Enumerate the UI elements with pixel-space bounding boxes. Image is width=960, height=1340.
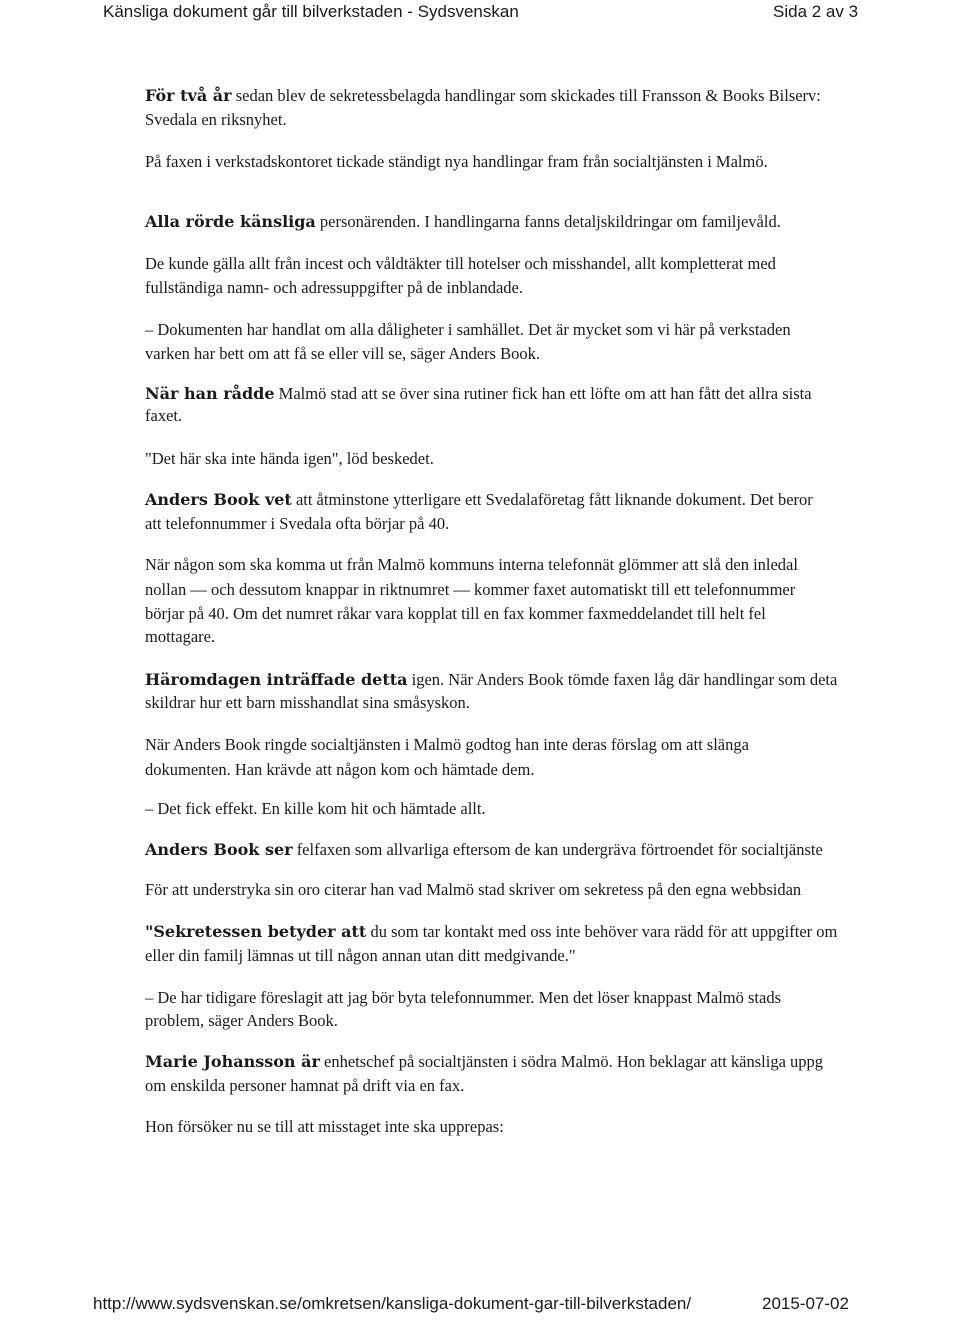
lead-in: När han rådde bbox=[145, 384, 275, 403]
article-line bbox=[145, 555, 798, 575]
line-text: – Det fick effekt. En kille kom hit och hämtade allt. bbox=[145, 799, 486, 818]
line-text: dokumenten. Han krävde att någon kom och hämtade dem. bbox=[145, 760, 535, 779]
line-text: "Det här ska inte hända igen", löd beskedet. bbox=[145, 449, 434, 468]
line-text: börjar på 40. Om det numret råkar vara kopplat till en fax kommer faxmeddelandet till helt fel bbox=[145, 604, 766, 623]
line-text: personärenden. I handlingarna fanns detaljskildringar om familjevåld. bbox=[315, 212, 781, 231]
article-line bbox=[145, 212, 781, 232]
article-line bbox=[145, 86, 821, 106]
line-text: För att understryka sin oro citerar han vad Malmö stad skriver om sekretess på den egna webbsidan bbox=[145, 880, 802, 899]
article-line bbox=[145, 384, 812, 404]
article-line bbox=[145, 278, 523, 298]
line-text: När någon som ska komma ut från Malmö kommuns interna telefonnät glömmer att slå den inledal bbox=[145, 555, 798, 574]
line-text: – De har tidigare föreslagit att jag bör byta telefonnummer. Men det löser knappast Malmö stads bbox=[145, 988, 781, 1007]
line-text: fullständiga namn- och adressuppgifter på de inblandade. bbox=[145, 278, 524, 297]
page-header-title: Känsliga dokument går till bilverkstaden - Sydsvenskan bbox=[103, 2, 519, 21]
article-line bbox=[145, 580, 795, 600]
lead-in: Alla rörde känsliga bbox=[145, 212, 316, 231]
line-text: enhetschef på socialtjänsten i södra Malmö. Hon beklagar att känsliga uppg bbox=[319, 1052, 824, 1071]
article-line bbox=[145, 514, 449, 534]
line-text: faxet. bbox=[145, 406, 183, 425]
line-text: att åtminstone ytterligare ett Svedalaföretag fått liknande dokument. Det beror bbox=[291, 490, 813, 509]
line-text: problem, säger Anders Book. bbox=[145, 1011, 338, 1030]
lead-in: För två år bbox=[145, 86, 232, 105]
line-text: Malmö stad att se över sina rutiner fick han ett löfte om att han fått det allra sista bbox=[274, 384, 812, 403]
article-line bbox=[145, 735, 749, 755]
article-line bbox=[145, 988, 781, 1008]
lead-in: Anders Book ser bbox=[145, 840, 293, 859]
line-text: När Anders Book ringde socialtjänsten i Malmö godtog han inte deras förslag om att slänga bbox=[145, 735, 749, 754]
article-line bbox=[145, 110, 287, 130]
article-line bbox=[145, 840, 823, 860]
article-line bbox=[145, 490, 813, 510]
article-line bbox=[145, 152, 768, 172]
line-text: eller din familj lämnas ut till någon annan utan ditt medgivande." bbox=[145, 946, 576, 965]
line-text: om enskilda personer hamnat på drift via en fax. bbox=[145, 1076, 465, 1095]
line-text: varken har bett om att få se eller vill se, säger Anders Book. bbox=[145, 344, 540, 363]
article-line bbox=[145, 670, 837, 690]
article-line bbox=[145, 922, 837, 942]
article-line bbox=[145, 344, 540, 364]
line-text: – Dokumenten har handlat om alla dåligheter i samhället. Det är mycket som vi här på verkstaden bbox=[145, 320, 791, 339]
line-text: felfaxen som allvarliga eftersom de kan undergräva förtroendet för socialtjänste bbox=[292, 840, 823, 859]
line-text: På faxen i verkstadskontoret tickade ständigt nya handlingar fram från socialtjänsten i Malmö. bbox=[145, 152, 768, 171]
page-number: Sida 2 av 3 bbox=[773, 2, 859, 21]
line-text: igen. När Anders Book tömde faxen låg där handlingar som deta bbox=[407, 670, 838, 689]
article-line bbox=[145, 946, 576, 966]
article-line bbox=[145, 406, 182, 426]
article-line bbox=[145, 799, 486, 819]
article-line bbox=[145, 604, 766, 624]
lead-in: Anders Book vet bbox=[145, 490, 292, 509]
line-text: nollan — och dessutom knappar in riktnumret — kommer faxet automatiskt till ett telefonnummer bbox=[145, 580, 796, 599]
line-text: att telefonnummer i Svedala ofta börjar på 40. bbox=[145, 514, 450, 533]
line-text: mottagare. bbox=[145, 627, 216, 646]
line-text: Hon försöker nu se till att misstaget inte ska upprepas: bbox=[145, 1117, 504, 1136]
line-text: sedan blev de sekretessbelagda handlingar som skickades till Fransson & Books Bilserv: bbox=[231, 86, 821, 105]
lead-in: "Sekretessen betyder att bbox=[145, 922, 367, 941]
line-text: du som tar kontakt med oss inte behöver vara rädd för att uppgifter om bbox=[366, 922, 838, 941]
article-line bbox=[145, 254, 776, 274]
print-date: 2015-07-02 bbox=[762, 1294, 849, 1313]
article-line bbox=[145, 1052, 823, 1072]
article-line bbox=[145, 880, 801, 900]
article-line bbox=[145, 693, 470, 713]
article-line bbox=[145, 1076, 464, 1096]
article-line bbox=[145, 627, 215, 647]
article-line bbox=[145, 1011, 338, 1031]
article-line bbox=[145, 760, 534, 780]
line-text: De kunde gälla allt från incest och våldtäkter till hotelser och misshandel, allt kompletterat med bbox=[145, 254, 776, 273]
lead-in: Marie Johansson är bbox=[145, 1052, 320, 1071]
article-line bbox=[145, 449, 434, 469]
article-line bbox=[145, 320, 791, 340]
article-line bbox=[145, 1117, 504, 1137]
line-text: Svedala en riksnyhet. bbox=[145, 110, 287, 129]
lead-in: Häromdagen inträffade detta bbox=[145, 670, 408, 689]
page-url: http://www.sydsvenskan.se/omkretsen/kansliga-dokument-gar-till-bilverkstaden/ bbox=[93, 1294, 692, 1313]
line-text: skildrar hur ett barn misshandlat sina småsyskon. bbox=[145, 693, 470, 712]
